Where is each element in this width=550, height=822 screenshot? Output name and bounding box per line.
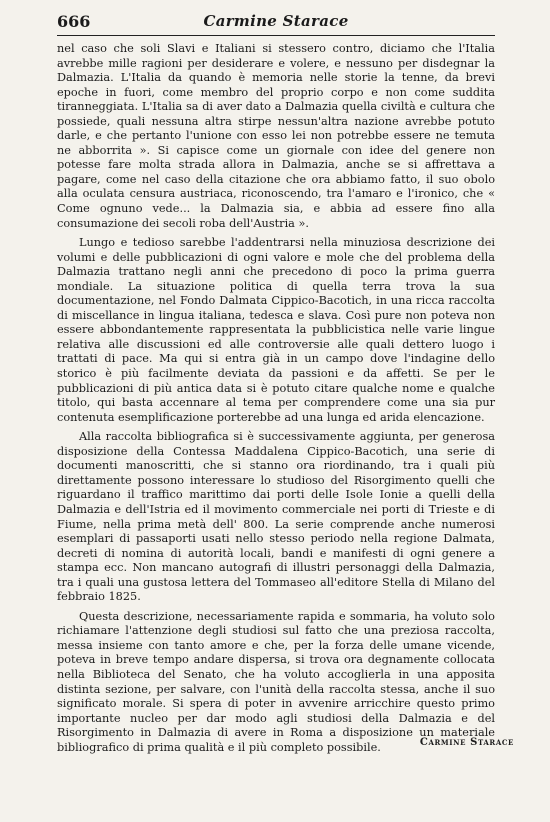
running-head: Carmine Starace (203, 12, 349, 30)
page-header (57, 12, 495, 34)
paragraph-4: Questa descrizione, necessariamente rapida e sommaria, ha voluto solo richiamare l'attenzione degli studiosi sul fatto che una preziosa raccolta, messa insieme con tanto amore e che, per la forza delle umane vicende, poteva in breve tempo andare dispersa, si trova ora degnamente collocata nella Biblioteca del Senato, che ha voluto accoglierla in una apposita distinta sezione, per salvare, con l'unità della raccolta stessa, anche il suo significato morale. Si spera di poter in avvenire arricchire questo primo importante nucleo per dar modo agli studiosi della Dalmazia e del Risorgimento in Dalmazia di avere in Roma a disposizione un materiale bibliografico di prima qualità e il più completo possibile. (57, 609, 495, 754)
paragraph-1: nel caso che soli Slavi e Italiani si stessero contro, diciamo che l'Italia avrebbe mille ragioni per desiderare e volere, e nessuno per disdegnar la Dalmazia. L'Italia da quando è memoria nelle storie la tenne, da brevi epoche in fuori, come membro del proprio corpo e non come suddita tiranneggiata. L'Italia sa di aver dato a Dalmazia quella civiltà e cultura che possiede, quali nessuna altra stirpe nessun'altra nazione avrebbe potuto darle, e che pertanto l'unione con esso lei non potrebbe essere ne temuta ne abborrita ». Si capisce come un giornale con idee del genere non potesse fare molta strada allora in Dalmazia, anche se si affrettava a pagare, come nel caso della citazione che ora abbiamo fatto, il suo obolo alla oculata censura austriaca, riconoscendo, tra l'amaro e l'ironico, che « Come ognuno vede... la Dalmazia sia, e abbia ad essere fino alla consumazione dei secoli roba dell'Austria ». (57, 42, 495, 230)
article-body (57, 42, 495, 760)
page-number: 666 (57, 12, 91, 31)
paragraph-3: Alla raccolta bibliografica si è successivamente aggiunta, per generosa disposizione della Contessa Maddalena Cippico-Bacotich, una serie di documenti manoscritti, che si stanno ora riordinando, tra i quali più direttamente possono interessare lo studioso del Risorgimento quelli che riguardano il traffico marittimo dai porti delle Isole Ionie a quelli della Dalmazia e dell'Istria ed il movimento commerciale nei porti di Trieste e di Fiume, nella prima metà dell' 800. La serie comprende anche numerosi esemplari di passaporti usati nello stesso periodo nella regione Dalmata, decreti di nomina di autorità locali, bandi e manifesti di ogni genere a stampa ecc. Non mancano autografi di illustri personaggi della Dalmazia, tra i quali una gustosa lettera del Tommaseo all'editore Stella di Milano del febbraio 1825. (57, 430, 495, 604)
paragraph-2: Lungo e tedioso sarebbe l'addentrarsi nella minuziosa descrizione dei volumi e delle pubblicazioni di ogni valore e mole che del problema della Dalmazia trattano negli anni che precedono di poco la prima guerra mondiale. La situazione politica di quella terra trova la sua documentazione, nel Fondo Dalmata Cippico-Bacotich, in una ricca raccolta di miscellance in lingua italiana, tedesca e slava. Così pure non poteva non essere abbondantemente rappresentata la pubblicistica nelle varie lingue relativa alle discussioni ed alle controversie alle quali dettero luogo i trattati di pace. Ma qui si entra già in un campo dove l'indagine dello storico è più facilmente deviata da passioni e da affetti. Se per le pubblicazioni di più antica data si è potuto citare qualche nome e qualche titolo, qui basta accennare al tema per comprendere come una sia pur contenuta esemplificazione porterebbe ad una lunga ed arida elencazione. (57, 236, 495, 424)
header-rule (57, 35, 495, 36)
author-signature: Carmine Starace (419, 737, 514, 748)
